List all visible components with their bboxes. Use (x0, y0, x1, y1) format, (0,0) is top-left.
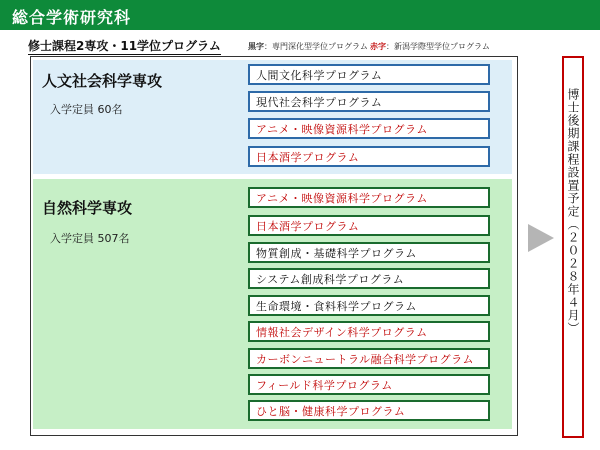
legend-black (248, 41, 368, 52)
program-box (248, 348, 490, 369)
program-box (248, 215, 490, 236)
doctoral-course-text: 博士後期課程設置予定（２０２８年４月） (566, 88, 580, 335)
program-label: 日本酒学プログラム (256, 151, 360, 164)
legend-black-key: 黒字 (248, 42, 264, 51)
program-box (248, 187, 490, 208)
program-subtitle: 修士課程2専攻・11学位プログラム (28, 39, 221, 53)
legend-red-key: 赤字 (370, 42, 386, 51)
program-label: アニメ・映像資源科学プログラム (256, 123, 428, 136)
program-label: フィールド科学プログラム (256, 379, 393, 392)
program-label: 物質創成・基礎科学プログラム (256, 247, 417, 260)
program-label: アニメ・映像資源科学プログラム (256, 192, 428, 205)
program-box (248, 268, 490, 289)
header-bar (0, 0, 600, 30)
humanities-capacity: 入学定員 60名 (50, 103, 123, 116)
legend-red (370, 41, 490, 52)
legend-black-desc: ：専門深化型学位プログラム (264, 42, 368, 51)
program-label: カーボンニュートラル融合科学プログラム (256, 353, 475, 366)
program-box (248, 295, 490, 316)
doctoral-course-box (562, 56, 584, 438)
program-label: ひと脳・健康科学プログラム (256, 405, 406, 418)
program-box (248, 118, 490, 139)
program-box (248, 146, 490, 167)
program-label: システム創成科学プログラム (256, 273, 405, 286)
program-label: 現代社会科学プログラム (256, 96, 383, 109)
program-label: 生命環境・食料科学プログラム (256, 300, 417, 313)
program-label: 人間文化科学プログラム (256, 69, 383, 82)
arrow-right-icon (528, 224, 554, 252)
program-box (248, 64, 490, 85)
program-box (248, 91, 490, 112)
program-box (248, 242, 490, 263)
program-label: 日本酒学プログラム (256, 220, 360, 233)
humanities-department-name: 人文社会科学専攻 (42, 72, 163, 90)
program-box (248, 374, 490, 395)
program-box (248, 321, 490, 342)
program-label: 情報社会デザイン科学プログラム (256, 326, 428, 339)
program-box (248, 400, 490, 421)
page-title: 総合学術研究科 (12, 8, 132, 27)
natural-science-department-name: 自然科学専攻 (42, 199, 133, 217)
natural-science-capacity: 入学定員 507名 (50, 232, 130, 245)
legend-red-desc: ：新潟学際型学位プログラム (386, 42, 490, 51)
